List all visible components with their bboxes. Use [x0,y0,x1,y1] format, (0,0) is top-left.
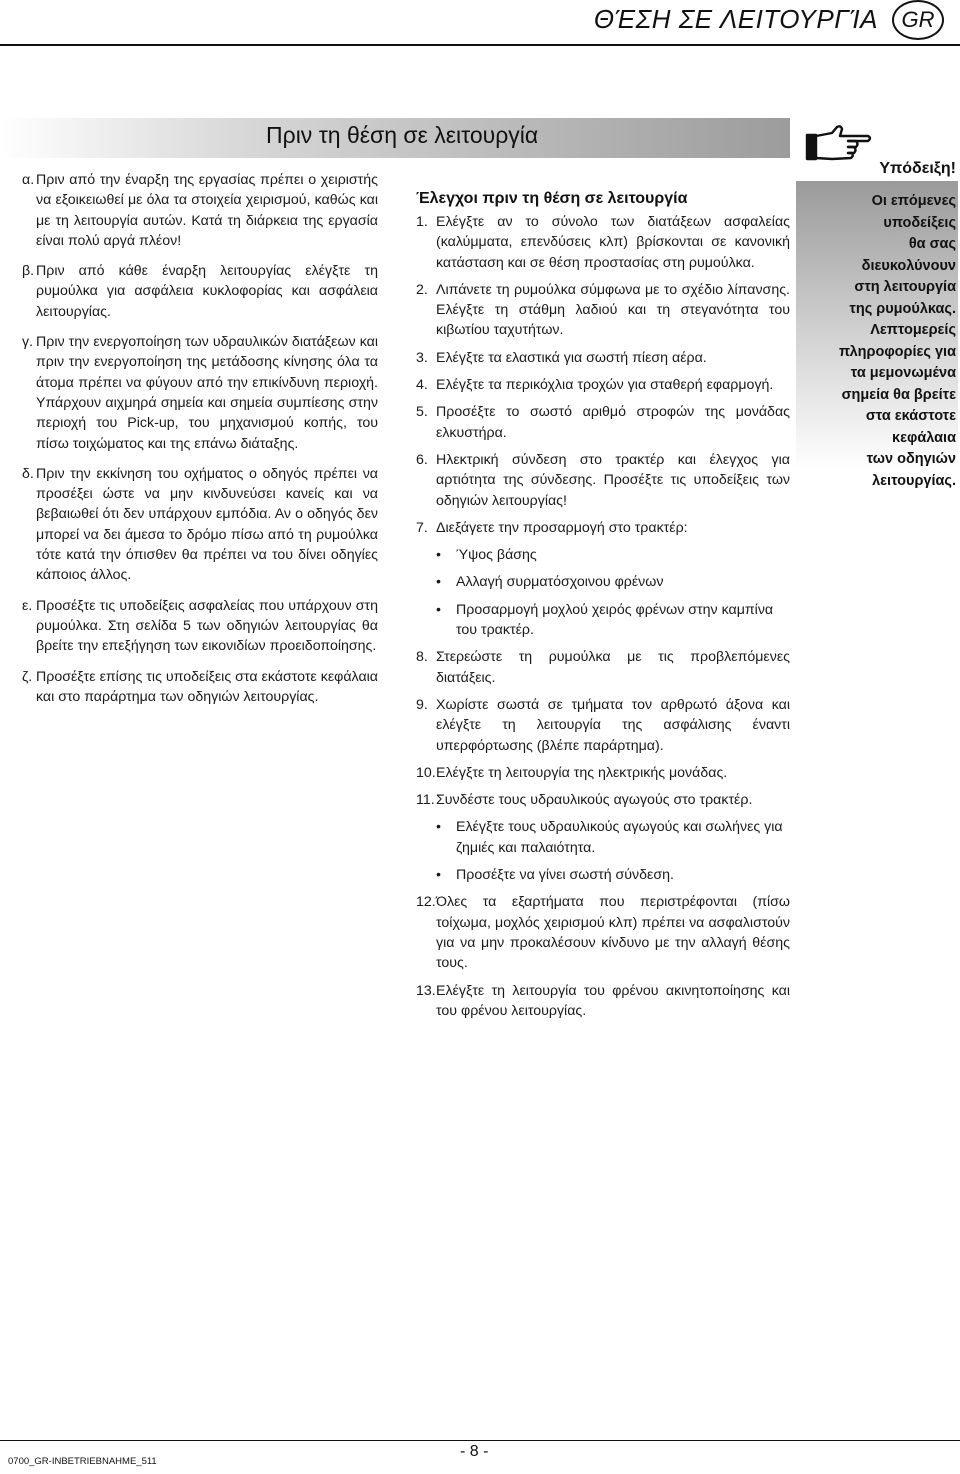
bullet-dot-icon: • [436,867,441,884]
paragraph-text: Πριν από κάθε έναρξη λειτουργίας ελέγξτε τη ρυμούλκα για ασφάλεια κυκλοφορίας και ασφάλεια λειτουργίας. [36,263,378,320]
bullet-text: Αλλαγή συρματόσχοινου φρένων [456,574,664,591]
item-number: 3. [416,349,428,366]
footer-rule [0,1440,960,1441]
item-text: Ελέγξτε αν το σύνολο των διατάξεων ασφαλείας (καλύμματα, επενδύσεις κλπ) βρίσκονται σε κανονική κατάσταση και σε θέση προστασίας στη ρυμούλκα. [436,214,790,271]
item-number: 7. [416,519,428,536]
item-number: 9. [416,696,428,713]
paragraph-label: γ. [22,334,34,351]
bullet-text: Προσαρμογή μοχλού χειρός φρένων στην καμπίνα του τρακτέρ. [456,601,774,639]
item-number: 8. [416,649,428,666]
checklist-item [416,892,790,973]
page-number: - 8 - [460,1443,489,1460]
hint-line: υποδείξεις [883,214,956,231]
bullet-item [436,817,790,858]
section-title: Πριν τη θέση σε λειτουργία [266,122,539,148]
paragraph-text: Πριν την ενεργοποίηση των υδραυλικών διατάξεων και πριν την ενεργοποίηση της μετάδοσης κίνησης όλα τα άτομα πρέπει να φύγουν από την επικίνδυνη περιοχή. Υπάρχουν αιχμηρά σημεία και σημεία συμπίεσης στην περιοχή του Pick-up, του μηχανισμού κοπής, του πίσω τοιχώματος και της επάνω διάταξης. [36,334,378,452]
bullet-dot-icon: • [436,819,441,836]
paragraph-text: Προσέξτε επίσης τις υποδείξεις στα εκάστοτε κεφάλαια και στο παράρτημα των οδηγιών λειτουργίας. [36,668,378,705]
checklist-item [416,763,790,783]
item-text: Συνδέστε τους υδραυλικούς αγωγούς στο τρακτέρ. [436,792,753,809]
paragraph [22,464,378,586]
paragraph-text: Πριν από την έναρξη της εργασίας πρέπει ο χειριστής να εξοικειωθεί με όλα τα στοιχεία χειρισμού, καθώς και με τη λειτουργία αυτών. Κατά τη διάρκεια της εργασία είναι πολύ αργά πλέον! [36,172,378,249]
hint-line: των οδηγιών [866,451,956,467]
paragraph-label: ζ. [22,668,33,685]
checklist-item [416,450,790,511]
item-text: Διεξάγετε την προσαρμογή στο τρακτέρ: [436,519,688,536]
bullet-dot-icon: • [436,601,441,618]
hint-line: στη λειτουργία [854,279,956,295]
bullet-text: Ελέγξτε τους υδραυλικούς αγωγούς και σωλήνες για ζημιές και παλαιότητα. [456,819,783,856]
checklist-item [416,375,790,395]
hint-line: της ρυμούλκας. [849,300,956,317]
checklist-item [416,790,790,810]
item-text: Ηλεκτρική σύνδεση στο τρακτέρ και έλεγχος για αρτιότητα της σύνδεσης. Προσέξτε τις υποδείξεις των οδηγιών λειτουργίας! [436,451,790,509]
paragraph-text: Προσέξτε τις υποδείξεις ασφαλείας που υπάρχουν στη ρυμούλκα. Στη σελίδα 5 των οδηγιών λειτουργίας θα βρείτε την επεξήγηση των εικονιδίων προειδοποίησης. [36,597,378,655]
paragraph [22,170,378,251]
item-number: 2. [416,281,428,298]
item-number: 5. [416,404,428,421]
item-text: Ελέγξτε τα περικόχλια τροχών για σταθερή εφαρμογή. [436,377,774,394]
hint-line: Λεπτομερείς [870,322,956,338]
item-text: Ελέγξτε τη λειτουργία του φρένου ακινητοποίησης και του φρένου λειτουργίας. [436,982,790,1019]
item-number: 12. [416,894,436,911]
checks-list [416,212,790,1021]
left-column [22,170,378,717]
item-text: Ελέγξτε τα ελαστικά για σωστή πίεση αέρα. [436,349,707,366]
bullet-item [436,572,790,592]
item-number: 6. [416,451,428,468]
hint-line: κεφάλαια [892,429,956,446]
hint-line: Οι επόμενες [871,193,956,209]
paragraph [22,261,378,322]
item-number: 4. [416,377,428,394]
bullet-text: Προσέξτε να γίνει σωστή σύνδεση. [456,867,674,884]
hint-line: πληροφορίες για [839,343,956,360]
hint-line: τα μεμονωμένα [850,365,956,381]
bullet-dot-icon: • [436,547,441,564]
bullet-item [436,600,790,641]
bullet-text: Ύψος βάσης [456,547,537,564]
item-text: Όλες τα εξαρτήματα που περιστρέφονται (πίσω τοίχωμα, μοχλός χειρισμού κλπ) πρέπει να ασφαλιστούν για να μην προκαλέσουν κίνδυνο με την αλλαγή θέσης τους. [436,894,790,972]
checklist-item [416,402,790,443]
hint-line: θα σας [908,236,956,252]
paragraph [22,332,378,454]
bullet-item [436,545,790,565]
bullet-dot-icon: • [436,574,441,591]
hint-line: σημεία θα βρείτε [841,386,956,403]
paragraph [22,667,378,708]
hint-line: διευκολύνουν [861,257,956,274]
item-text: Ελέγξτε τη λειτουργία της ηλεκτρικής μονάδας. [436,764,728,781]
checklist-item [416,518,790,538]
right-column [416,190,790,1028]
checklist-item [416,981,790,1022]
item-number: 11. [416,792,435,809]
hint-line: λειτουργίας. [872,472,956,489]
hint-text [798,191,956,492]
hint-line: στα εκάστοτε [865,408,956,424]
paragraph-text: Πριν την εκκίνηση του οχήματος ο οδηγός πρέπει να προσέξει ώστε να μην κινδυνεύσει κανείς και να βεβαιωθεί ότι δεν υπάρχουν εμπόδια. Αν ο οδηγός δεν μπορεί να δει άμεσα το δρόμο πίσω από τη ρυμούλκα τότε κατά την όπισθεν θα πρέπει να του δίνει οδηγίες κάποιος άλλος. [36,465,378,584]
item-number: 10. [416,764,436,781]
paragraph-label: δ. [22,465,34,482]
item-text: Χωρίστε σωστά σε τμήματα τον αρθρωτό άξονα και ελέγξτε τη λειτουργία της ασφάλισης έναντι υπερφόρτωσης (βλέπε παράρτημα). [436,696,790,754]
header-title: ΘΈΣΗ ΣΕ ΛΕΙΤΟΥΡΓΊΑ [593,4,878,34]
item-number: 13. [416,982,436,999]
checks-title: Έλεγχοι πριν τη θέση σε λειτουργία [416,190,688,207]
item-text: Λιπάνετε τη ρυμούλκα σύμφωνα με το σχέδιο λίπανσης. Ελέγξτε τη στάθμη λαδιού και τη στεγανότητα του κιβωτίου ταχυτήτων. [436,281,790,339]
paragraph [22,596,378,657]
document-code: 0700_GR-INBETRIEBNAHME_511 [8,1456,157,1467]
paragraph-label: β. [22,263,35,280]
checklist-item [416,348,790,368]
checklist-item [416,212,790,273]
hint-heading: Υπόδειξη! [879,160,956,177]
item-text: Προσέξτε το σωστό αριθμό στροφών της μονάδας ελκυστήρα. [436,404,790,441]
checklist-item [416,280,790,341]
language-badge: GR [892,0,944,40]
paragraph-label: α. [22,172,35,188]
bullet-item [436,865,790,885]
checklist-item [416,647,790,688]
item-text: Στερεώστε τη ρυμούλκα με τις προβλεπόμενες διατάξεις. [436,649,790,686]
checklist-item [416,695,790,756]
header-rule [0,44,960,46]
item-number: 1. [416,214,428,230]
paragraph-label: ε. [22,597,33,614]
